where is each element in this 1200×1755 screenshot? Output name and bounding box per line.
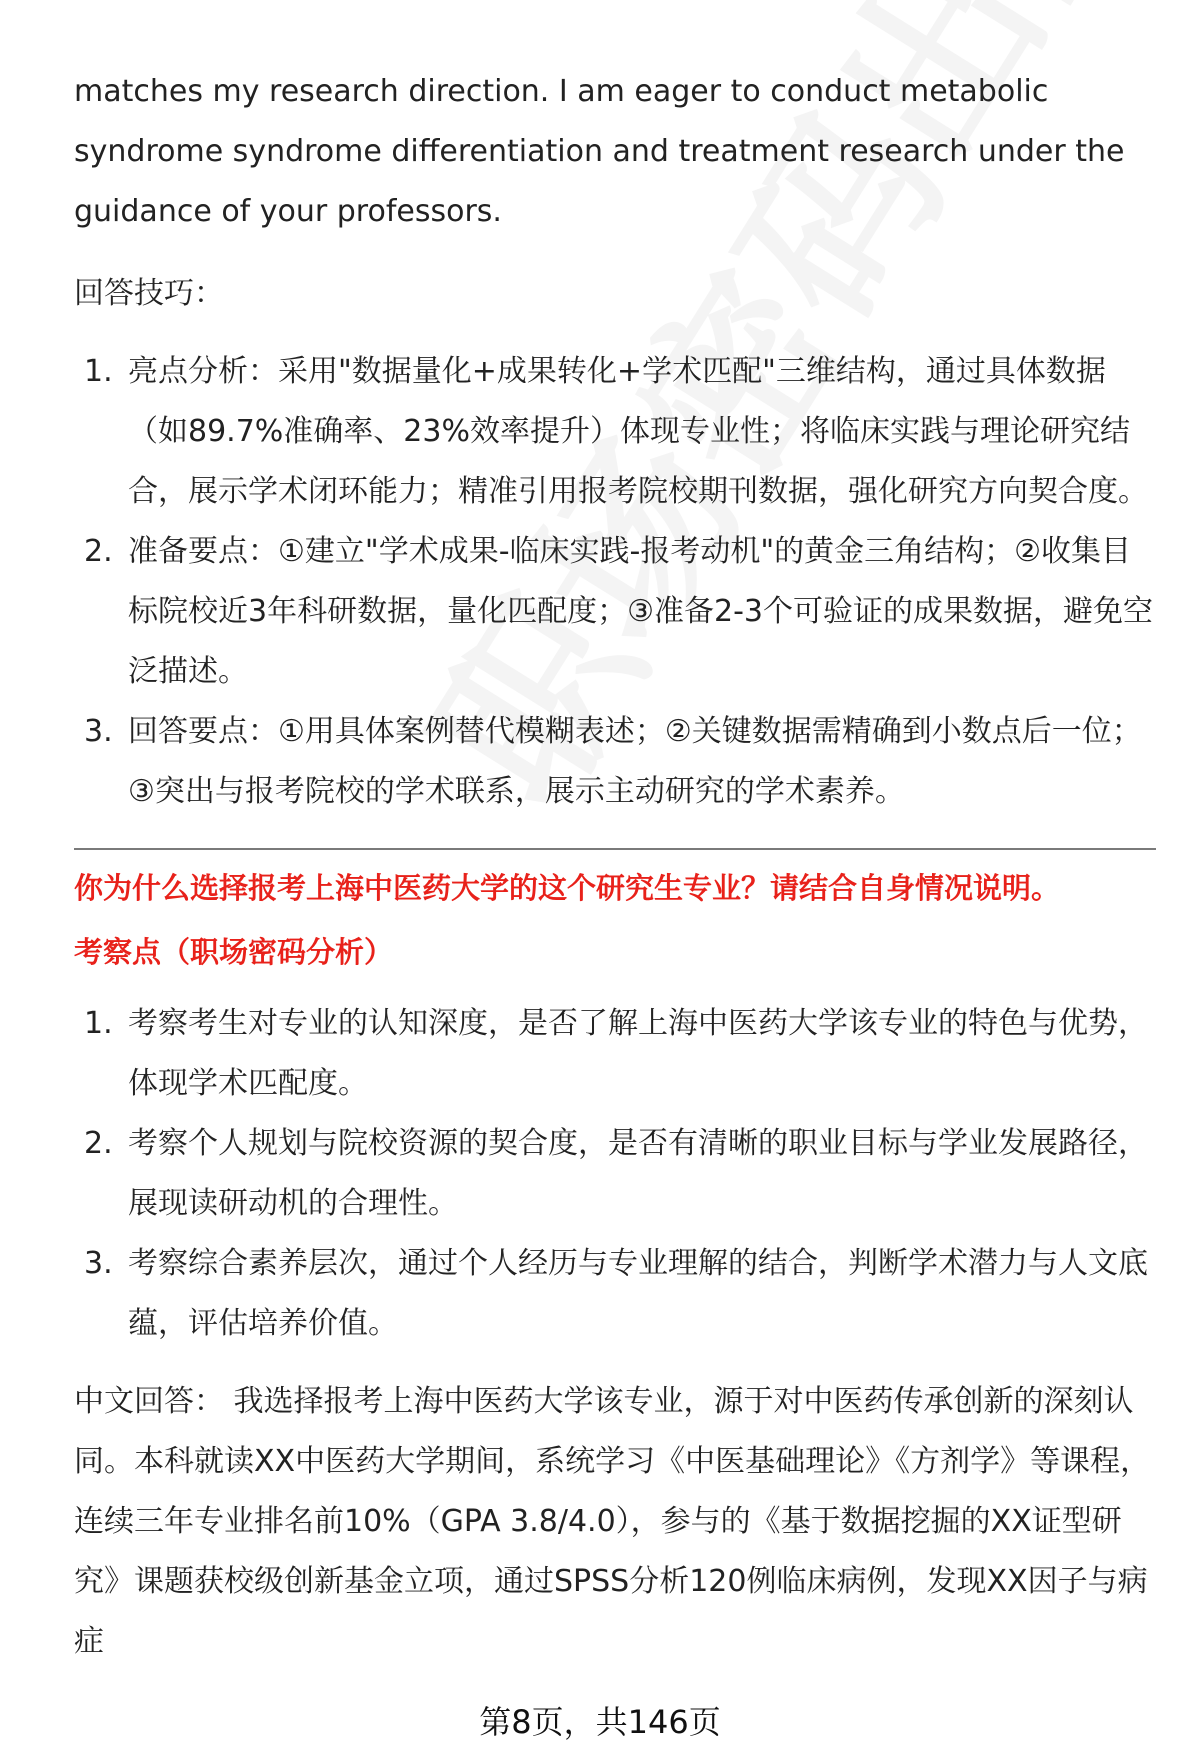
list-number: 2.: [84, 534, 113, 569]
list-text: 考察个人规划与院校资源的契合度，是否有清晰的职业目标与学业发展路径，展现读研动机的合理性。: [128, 1126, 1148, 1221]
section-divider: [74, 848, 1156, 850]
list-item: [74, 1234, 1156, 1354]
list-item: [74, 994, 1156, 1114]
list-text: 亮点分析：采用"数据量化+成果转化+学术匹配"三维结构，通过具体数据（如89.7%准确率、23%效率提升）体现专业性；将临床实践与理论研究结合，展示学术闭环能力；精准引用报考院校期刊数据，强化研究方向契合度。: [128, 354, 1148, 509]
list-text: 考察综合素养层次，通过个人经历与专业理解的结合，判断学术潜力与人文底蕴，评估培养价值。: [128, 1246, 1148, 1341]
list-item: [74, 702, 1156, 822]
list-text: 准备要点：①建立"学术成果-临床实践-报考动机"的黄金三角结构；②收集目标院校近3年科研数据，量化匹配度；③准备2-3个可验证的成果数据，避免空泛描述。: [128, 534, 1153, 689]
answer-paragraph: 中文回答： 我选择报考上海中医药大学该专业，源于对中医药传承创新的深刻认同。本科就读XX中医药大学期间，系统学习《中医基础理论》《方剂学》等课程，连续三年专业排名前10%（GPA 3.8/4.0），参与的《基于数据挖掘的XX证型研究》课题获校级创新基金立项，通过SPSS分析120例临床病例，发现XX因子与病症: [74, 1384, 1151, 1659]
tips-label: 回答技巧：: [74, 276, 224, 311]
focus-list: [74, 994, 1156, 1354]
list-item: [74, 1114, 1156, 1234]
focus-heading: 考察点（职场密码分析）: [74, 935, 394, 969]
question-heading: 你为什么选择报考上海中医药大学的这个研究生专业？请结合自身情况说明。: [74, 871, 1061, 905]
list-number: 3.: [84, 1246, 113, 1281]
list-number: 3.: [84, 714, 113, 749]
list-number: 1.: [84, 354, 113, 389]
list-number: 2.: [84, 1126, 113, 1161]
page-footer: 第8页，共146页: [479, 1703, 721, 1741]
list-text: 回答要点：①用具体案例替代模糊表述；②关键数据需精确到小数点后一位；③突出与报考院校的学术联系，展示主动研究的学术素养。: [128, 714, 1142, 809]
document-page: [74, 62, 1156, 1672]
list-number: 1.: [84, 1006, 113, 1041]
list-text: 考察考生对专业的认知深度，是否了解上海中医药大学该专业的特色与优势，体现学术匹配度。: [128, 1006, 1148, 1101]
list-item: [74, 342, 1156, 522]
intro-paragraph: matches my research direction. I am eager to conduct metabolic syndrome syndrome differentiation and treatment research under the guidance of your professors.: [74, 74, 1125, 229]
list-item: [74, 522, 1156, 702]
tips-list: [74, 342, 1156, 822]
